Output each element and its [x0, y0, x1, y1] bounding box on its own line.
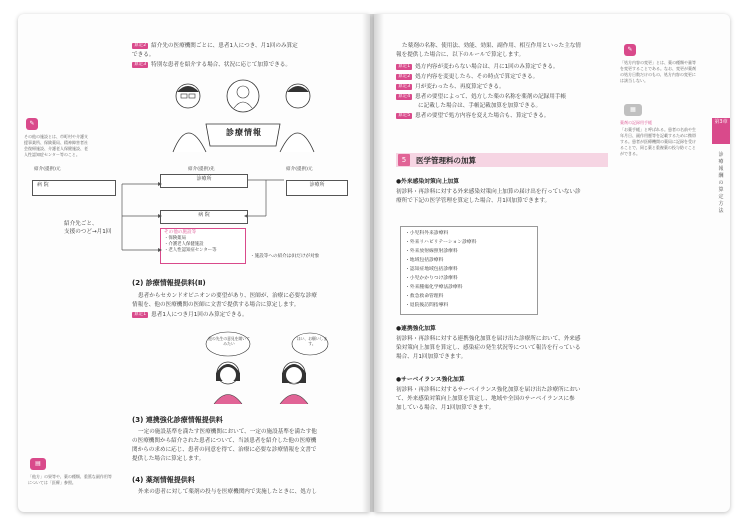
sidenote-bottom: 「他方」の果等や、薬の種類、重篤な副作用等については「医療」参照。	[28, 474, 112, 485]
book-gutter	[362, 14, 384, 512]
body-text: 場合、月1回加算できます。	[396, 354, 467, 360]
diagram-source-header-right: 紹介(提供)元	[286, 167, 313, 172]
diagram-caption-left-b: 支援のつど→月1回	[64, 229, 112, 235]
note-icon: ✎	[624, 44, 636, 56]
rule-line	[396, 63, 559, 72]
chapter-tab-label: 第3章	[714, 119, 728, 125]
diagram-clinic-dest: 診療所	[160, 174, 248, 188]
chapter-tab	[712, 118, 730, 144]
body-text: 加している場合、月1回加算できます。	[396, 405, 495, 411]
rule-label: 算定3	[398, 84, 411, 89]
list-item: ・退院後訪問指導料	[405, 303, 449, 308]
body-text: た薬剤の名称、使用法、効能、効果、副作用、相互作用といった主な情	[402, 43, 582, 49]
section-title: 医学管理料の加算	[416, 156, 476, 165]
rule-line	[132, 311, 248, 320]
body-text: 初診料・再診料に対する外来感染対策向上加算の届け出を行っていない診	[396, 189, 581, 195]
body-text: 外来の患者に対して薬剤の投与を医療機関内で実施したときに、処方し	[138, 489, 318, 495]
body-text: 関からの求めに応じ、患者の同意を得て、治療に必要な診療情報を文書で	[132, 447, 317, 453]
diagram-caption-left: 紹介先ごと、	[64, 221, 98, 227]
diagram-other-item: ・保険薬局	[164, 236, 186, 241]
rule-label: 算定2	[398, 74, 411, 79]
rule-line	[396, 112, 549, 121]
list-item: ・認知症地域包括診療料	[405, 267, 458, 272]
chapter-title-vertical: 診療報酬の算定方法	[718, 152, 724, 214]
note-icon: ✎	[26, 118, 38, 130]
diagram-dest-header: 紹介(提供)先	[188, 167, 215, 172]
diagram-clinic-right: 診療所	[286, 180, 348, 196]
illustration-sign-text: 診療情報	[226, 128, 262, 137]
rule-line	[396, 93, 566, 102]
rule-line	[396, 83, 505, 92]
diagram-source-header: 紹介(提供)元	[34, 167, 61, 172]
reference-icon: ▤	[30, 458, 46, 470]
subsection-heading: ●外来感染対策向上加算	[396, 179, 460, 185]
list-item: ・外来リハビリテーション診療料	[405, 240, 477, 245]
diagram-hospital-dest: 病 院	[160, 210, 248, 224]
section-number: 5	[398, 154, 410, 166]
rule-text: 処方内容が変わらない場合は、月に1回のみ算定できる。	[415, 64, 559, 70]
list-item: ・外来腫瘍化学療法診療料	[405, 285, 463, 290]
subsection-heading: ●サーベイランス強化加算	[396, 377, 465, 383]
rule-label: 算定2	[134, 43, 147, 48]
body-text: 情報を、他の医療機関の医師に文書で提供する場合に算定します。	[132, 302, 300, 308]
subsection-heading: ●連携強化加算	[396, 326, 436, 332]
rule-label: 算定1	[398, 64, 411, 69]
sidenote-top: その他の施設とは、市町村や介護支援事業所、保険薬局、精神障害者社会復帰施設、介護老人保健施設、老人性認知症センター等のこと。	[24, 134, 88, 157]
list-item: ・小児科外来診療料	[405, 231, 449, 236]
body-text: 染対策向上加算を算定し、感染症の発生状況等について報告を行っている	[396, 345, 581, 351]
rule-text: 患者の要望によって、処方した薬の名称を薬剤の記録用手帳	[415, 94, 567, 100]
body-text: 療所で下記の医学管理を算定した場合、月1回加算できます。	[396, 198, 551, 204]
diagram-other-item: ・老人性認知症センター等	[164, 248, 217, 253]
list-item: ・救急救命管理料	[405, 294, 444, 299]
rule-line	[132, 61, 291, 70]
body-text: 初診料・再診料に対する連携強化加算を届け出た診療所において、外来感	[396, 336, 581, 342]
rule-label: 算定1	[134, 312, 147, 317]
diagram-caption-right: ・施設等への紹介は(Ⅰ)だけが対象	[250, 254, 320, 259]
rule-text: 患者1人につき月1回のみ算定できる。	[151, 312, 248, 318]
speech-bubble-left: 他の先生の意見を聞いてみたい	[208, 336, 250, 346]
right-page	[374, 14, 730, 512]
body-text: 一定の施設基準を満たす医療機関において、一定の施設基準を満たす他	[138, 429, 317, 435]
list-item: ・外来放射線照射診療料	[405, 249, 458, 254]
rule-text: 紹介先の医療機関ごとに、患者1人につき、月1回のみ算定	[151, 43, 298, 49]
rule-text: 特別な患者を紹介する場合、状況に応じて加算できる。	[151, 62, 291, 68]
rule-text-cont: に記載した場合は、手帳記載加算を加算できる。	[418, 103, 542, 109]
section-heading: (4) 薬剤情報提供料	[132, 476, 195, 484]
body-text: 患者からセカンドオピニオンの要望があり、医師が、治療に必要な診療	[138, 293, 317, 299]
rule-text: 患者の要望で処方内容を変えた場合も、算定できる。	[415, 113, 550, 119]
rule-line	[396, 73, 538, 82]
sidenote-title: 薬剤の記録用手帳	[620, 120, 652, 125]
rule-text: 処方内容を変更したら、その時点で算定できる。	[415, 74, 539, 80]
rule-label: 算定3	[134, 62, 147, 67]
section-heading: (3) 連携強化診療情報提供料	[132, 416, 223, 424]
sidenote-medication-handbook: 「お薬手帳」と呼ばれる。患者の名前や生年月日、副作用歴等を記載するために携帯する。患者が医療機関の薬局に記録を受けることで、同じ薬と重複薬の投与防ぐことができる。	[620, 127, 696, 156]
diagram-hospital-left: 病 院	[32, 180, 116, 196]
diagram-other-item: ・介護老人保健施設	[164, 242, 204, 247]
rule-label: 算定4	[398, 94, 411, 99]
rule-label: 算定5	[398, 113, 411, 118]
body-text: の医療機関から紹介された患者について、当該患者を紹介した他の医療機	[132, 438, 317, 444]
rule-text-cont: できる。	[132, 52, 155, 58]
glossary-icon: ▦	[624, 104, 642, 116]
speech-bubble-right: ほい、お願いします。	[296, 336, 328, 346]
list-item: ・地域包括診療料	[405, 258, 444, 263]
applicable-fee-list	[400, 226, 538, 315]
section-heading: (2) 診療情報提供料(Ⅱ)	[132, 279, 206, 287]
body-text: て、外来感染対策向上加算を算定し、地域や全国のサーベイランスに参	[396, 396, 575, 402]
list-item: ・小児かかりつけ診療料	[405, 276, 458, 281]
left-page	[18, 14, 370, 512]
body-text: 初診料・再診料に対するサーベイランス強化加算を届け出た診療所におい	[396, 387, 581, 393]
rule-text: 月が変わったら、再度算定できる。	[415, 84, 505, 90]
illustration-doctors-exchange	[168, 74, 318, 154]
body-text: 報を提供した場合に、以下のルールで算定します。	[396, 52, 525, 58]
body-text: 提供した場合に算定します。	[132, 456, 205, 462]
sidenote-prescription-change: 「処方内容の変更」とは、薬の種類や量等を変更することである。なお、変更が薬剤の処方日数だけのもの、処方内容の変更には該当しない。	[620, 60, 696, 83]
rule-line	[132, 42, 298, 51]
diagram-other-title: その他の施設等	[164, 230, 197, 235]
